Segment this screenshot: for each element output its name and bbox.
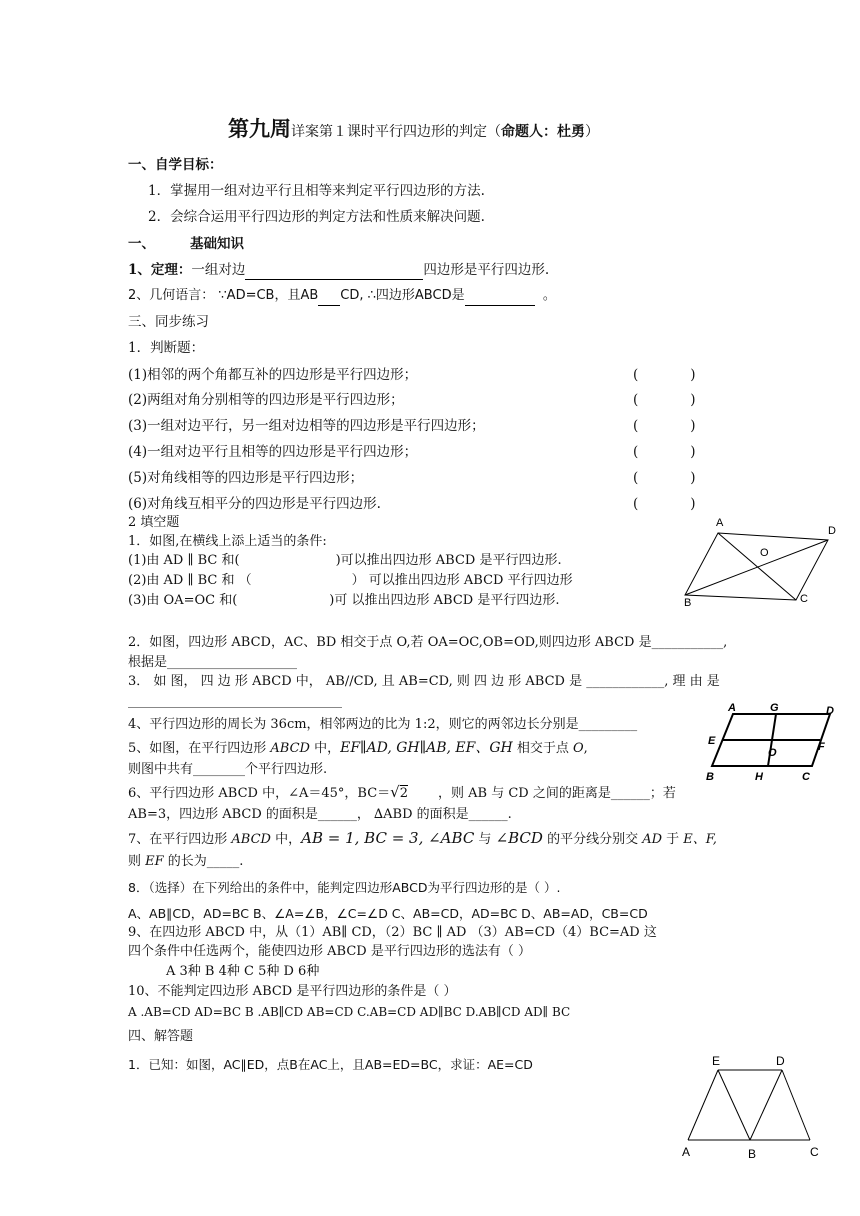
fig2-label-g: G (770, 702, 779, 714)
trapezoid-triangles-figure (676, 1052, 826, 1162)
parallelogram-ef-gh-figure (700, 700, 850, 785)
fill-q3-line1: 3． 如 图， 四 边 形 ABCD 中， AB//CD, 且 AB=CD, 则 四 边 形 ABCD 是 ____________, 理 由 是 (128, 674, 720, 689)
fig3-label-a: A (682, 1145, 691, 1159)
theorem-pre: 一组对边 (191, 262, 246, 278)
fig3-label-e: E (712, 1054, 721, 1068)
section-basics-heading: 基础知识 (190, 236, 244, 252)
fig1-label-c: C (800, 593, 808, 605)
fill-q7-line2: 则 EF 的长为_____. (128, 854, 244, 869)
fig2-label-b: B (706, 771, 714, 783)
goal-2: 2．会综合运用平行四边形的判定方法和性质来解决问题. (148, 209, 485, 225)
choice-q8: 8．（选择）在下列给出的条件中，能判定四边形ABCD为平行四边形的是（ ）. (128, 880, 561, 895)
fill-title: 2 填空题 (128, 515, 180, 530)
fill-q1a: (1)由 AD ∥ BC 和( )可以推出四边形 ABCD 是平行四边形. (128, 553, 562, 568)
fig1-diagonal-ac (718, 533, 796, 600)
geo-blank-1[interactable] (318, 287, 340, 306)
answer-paren-1[interactable]: ( ) (633, 367, 696, 383)
fill-q1c: (3)由 OA=OC 和( )可 以推出四边形 ABCD 是平行四边形. (128, 593, 560, 608)
judge-item-2: (2)两组对角分别相等的四边形是平行四边形； (128, 392, 404, 408)
page-title (228, 113, 599, 143)
fig2-label-o: O (768, 747, 777, 759)
fill-q6-line2: AB=3，四边形 ABCD 的面积是______， ∆ABD 的面积是______. (128, 807, 512, 822)
geo-pre: 2、几何语言： ∵AD=CB，且AB (128, 288, 319, 303)
fig3-line-dc (782, 1070, 810, 1140)
fill-q5-line2: 则图中共有________个平行四边形. (128, 762, 328, 777)
choice-q10-options: A .AB=CD AD=BC B .AB∥CD AB=CD C.AB=CD AD∥BC D.AB∥CD AD∥ BC (128, 1005, 571, 1019)
section-basics-num: 一、 (128, 236, 155, 252)
theorem-post: 四边形是平行四边形. (423, 262, 550, 278)
title-close: ） (585, 124, 599, 140)
fig3-label-d: D (776, 1054, 785, 1068)
answer-paren-3[interactable]: ( ) (633, 418, 696, 434)
fig1-label-o: O (760, 547, 769, 559)
goal-1: 1．掌握用一组对边平行且相等来判定平行四边形的方法. (148, 183, 485, 199)
proof-q1: 1．已知：如图，AC∥ED，点B在AC上，且AB=ED=BC，求证：AE=CD (128, 1057, 533, 1072)
fig2-label-c: C (802, 771, 810, 783)
geo-mid: CD, ∴四边形ABCD是 (340, 288, 465, 303)
fill-q2-line2: 根据是____________________ (128, 655, 298, 670)
fill-q2-line1: 2．如图，四边形 ABCD，AC、BD 相交于点 O,若 OA=OC,OB=OD,则四边形 ABCD 是___________, (128, 635, 728, 650)
fig1-label-b: B (684, 597, 692, 609)
judge-item-5: (5)对角线相等的四边形是平行四边形； (128, 470, 364, 486)
answer-paren-5[interactable]: ( ) (633, 470, 696, 486)
choice-q9-line2: 四个条件中任选两个，能使四边形 ABCD 是平行四边形的选法有（ ） (128, 944, 531, 959)
fig2-label-f: F (818, 741, 825, 753)
geo-post: 。 (542, 288, 556, 303)
answer-paren-2[interactable]: ( ) (633, 392, 696, 408)
parallelogram-diagonals-figure (676, 512, 846, 612)
section-answer-heading: 四、解答题 (128, 1029, 194, 1044)
theorem-line (128, 261, 549, 280)
title-week: 第九周 (228, 116, 291, 141)
fig3-line-eb (718, 1070, 750, 1140)
fig1-label-a: A (716, 517, 724, 529)
fig3-line-ae (688, 1070, 718, 1140)
choice-q9-line1: 9、在四边形 ABCD 中，从（1）AB∥ CD，（2）BC ∥ AD （3）AB=CD（4）BC=AD 这 (128, 925, 657, 940)
fig2-label-e: E (708, 735, 716, 747)
section-goals-heading: 一、自学目标： (128, 157, 223, 173)
fig2-label-a: A (728, 702, 736, 714)
fig1-diagonal-bd (685, 540, 828, 595)
answer-paren-6[interactable]: ( ) (633, 496, 696, 512)
fig3-line-db (750, 1070, 782, 1140)
geometry-language-line (128, 287, 556, 306)
choice-q8-options: A、AB∥CD，AD=BC B、∠A=∠B，∠C=∠D C、AB=CD，AD=BC D、AB=AD，CB=CD (128, 906, 648, 921)
fill-q1b: (2)由 AD ∥ BC 和 （ ） 可以推出四边形 ABCD 平行四边形 (128, 573, 573, 588)
fill-q1: 1．如图,在横线上添上适当的条件: (128, 534, 327, 549)
fill-q5-line1: 5、如图，在平行四边形 ABCD 中，EF∥AD, GH∥AB, EF、GH 相交于点 O, (128, 740, 588, 756)
section-practice-heading: 三、同步练习 (128, 314, 209, 330)
fill-q3-blank[interactable] (128, 707, 342, 708)
judge-item-3: (3)一组对边平行，另一组对边相等的四边形是平行四边形； (128, 418, 485, 434)
fill-q6-line1: 6、平行四边形 ABCD 中，∠A＝45°，BC＝√2 ，则 AB 与 CD 之间的距离是______；若 (128, 783, 676, 801)
judge-item-6: (6)对角线互相平分的四边形是平行四边形. (128, 496, 381, 512)
judge-item-1: (1)相邻的两个角都互补的四边形是平行四边形； (128, 367, 418, 383)
judge-item-4: (4)一组对边平行且相等的四边形是平行四边形； (128, 444, 418, 460)
choice-q9-options: A 3种 B 4种 C 5种 D 6种 (166, 964, 320, 979)
fig1-label-d: D (828, 525, 836, 537)
fill-q4: 4、平行四边形的周长为 36cm，相邻两边的比为 1:2，则它的两邻边长分别是_________ (128, 717, 638, 732)
fig2-label-h: H (755, 771, 763, 783)
theorem-label: 1、定理： (128, 262, 192, 278)
title-author: 命题人：杜勇 (501, 124, 585, 140)
answer-paren-4[interactable]: ( ) (633, 444, 696, 460)
fig3-label-b: B (748, 1147, 757, 1161)
geo-blank-2[interactable] (465, 287, 535, 306)
title-rest: 详案第１课时平行四边形的判定（ (291, 124, 501, 140)
fig3-label-c: C (810, 1145, 819, 1159)
fill-q7-line1: 7、在平行四边形 ABCD 中，AB = 1, BC = 3, ∠ABC 与 ∠BCD 的平分线分别交 AD 于 E、F, (128, 829, 717, 847)
choice-q10: 10、不能判定四边形 ABCD 是平行四边形的条件是（ ） (128, 984, 457, 999)
theorem-blank[interactable] (245, 261, 423, 280)
judge-title: 1．判断题： (128, 340, 205, 356)
fig2-label-d: D (826, 705, 834, 717)
